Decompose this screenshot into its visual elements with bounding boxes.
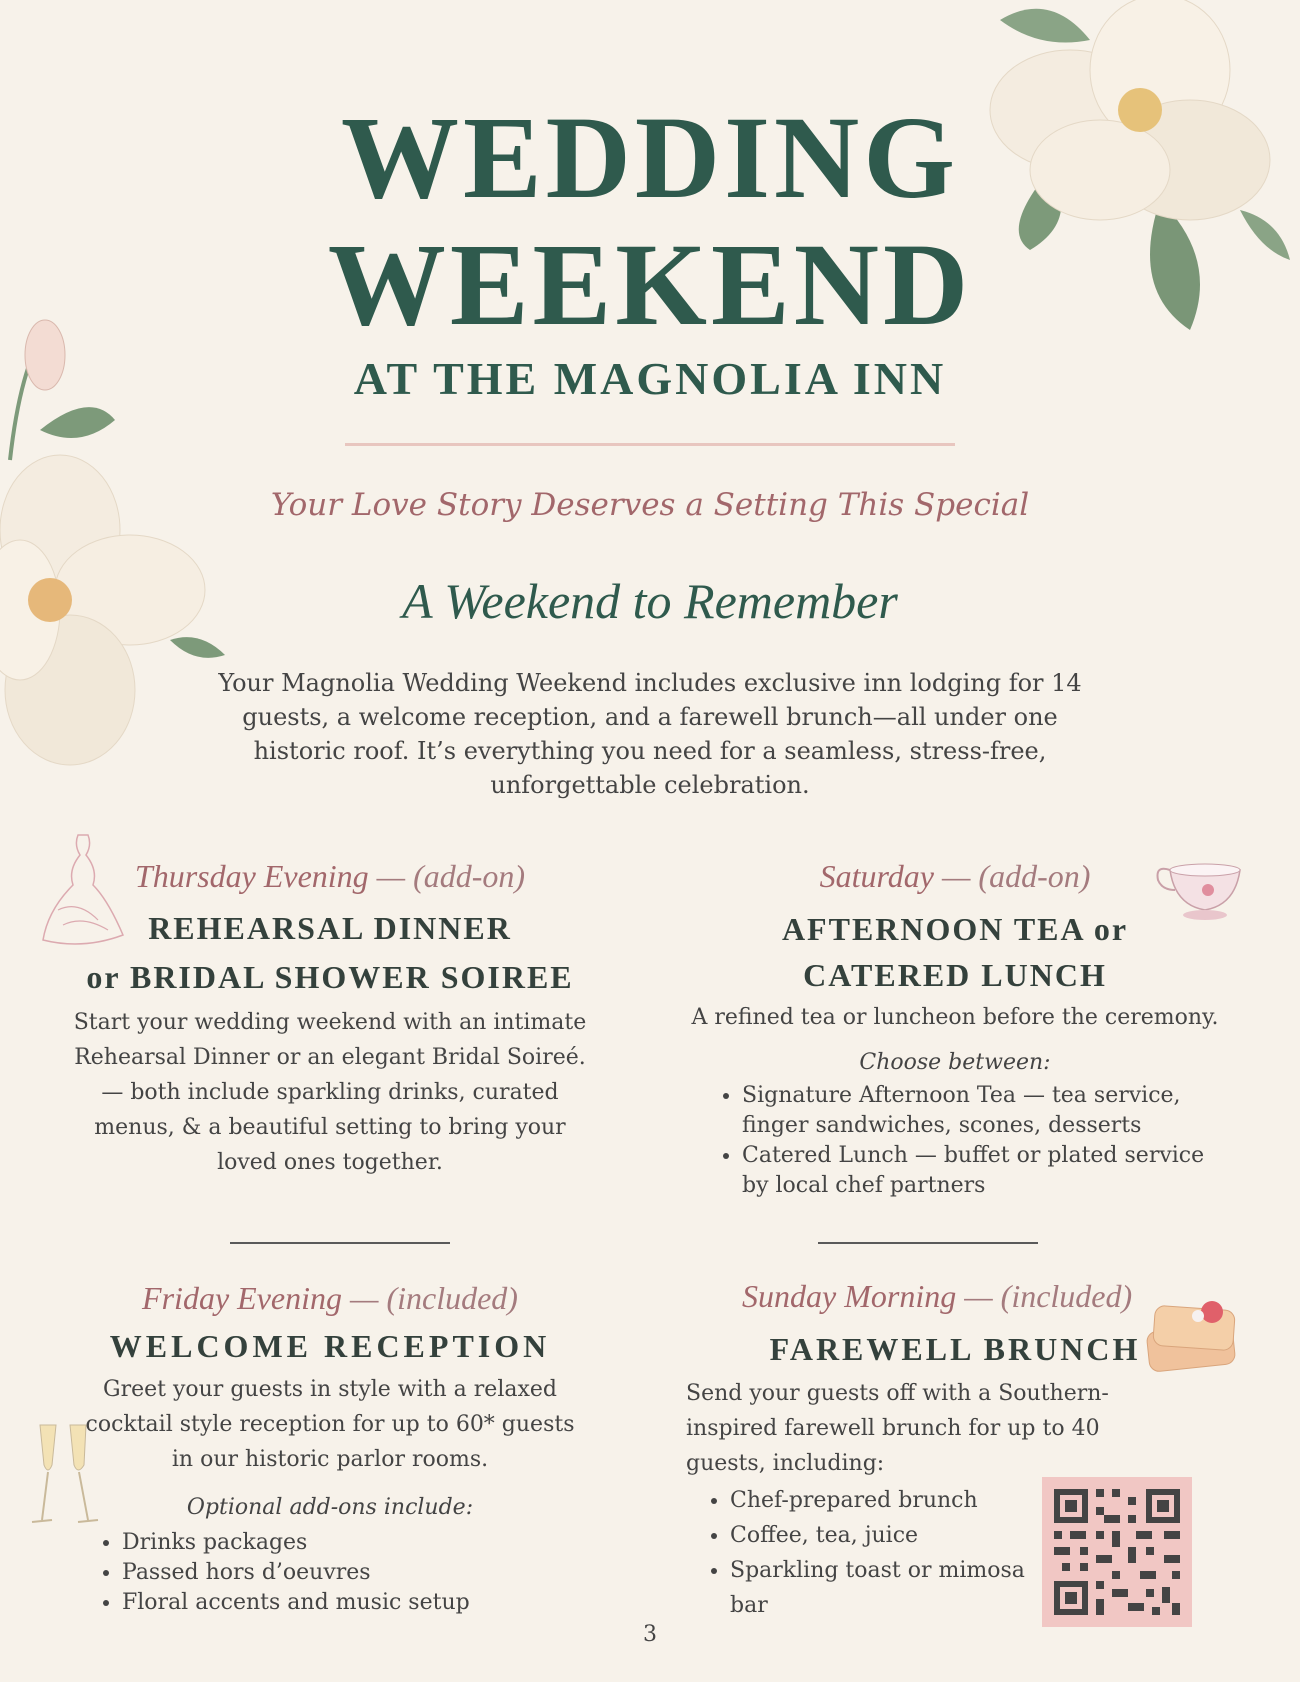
title-line-1: WEDDING bbox=[340, 92, 960, 223]
saturday-choose-label: Choose between: bbox=[859, 1050, 1051, 1075]
title-line-2: WEEKEND bbox=[327, 219, 973, 350]
list-item: • Passed hors d’oeuvres bbox=[122, 1558, 602, 1588]
friday-body: Greet your guests in style with a relaxed cocktail style reception for up to 60* guests in our historic parlor rooms. bbox=[85, 1377, 575, 1472]
list-item: • Floral accents and music setup bbox=[122, 1588, 602, 1618]
list-item: • Catered Lunch — buffet or plated service by local chef partners bbox=[742, 1141, 1222, 1201]
friday-day: Friday Evening bbox=[142, 1280, 342, 1316]
list-item: • Signature Afternoon Tea — tea service, finger sandwiches, scones, desserts bbox=[742, 1081, 1222, 1141]
sunday-title: FAREWELL BRUNCH bbox=[769, 1331, 1141, 1367]
intro-paragraph: Your Magnolia Wedding Weekend includes exclusive inn lodging for 14 guests, a welcome reception, and a farewell brunch—all under one historic roof. It’s everything you need for a seamless, stress-free, unforgettable celebration. bbox=[218, 669, 1082, 799]
thursday-title-2: or BRIDAL SHOWER SOIREE bbox=[86, 959, 574, 995]
thursday-title-1: REHEARSAL DINNER bbox=[148, 910, 512, 946]
saturday-body: A refined tea or luncheon before the ceremony. bbox=[691, 1005, 1219, 1030]
tagline: Your Love Story Deserves a Setting This Special bbox=[270, 487, 1030, 523]
saturday-day: Saturday bbox=[819, 858, 934, 894]
title-divider bbox=[345, 443, 955, 446]
section-divider bbox=[230, 1242, 450, 1244]
thursday-body: Start your wedding weekend with an intimate Rehearsal Dinner or an elegant Bridal Soireé. — both include sparkling drinks, curated menus, & a beautiful setting to bring your loved ones together. bbox=[73, 1010, 587, 1175]
qr-code-icon bbox=[1042, 1477, 1192, 1627]
subtitle: AT THE MAGNOLIA INN bbox=[353, 353, 947, 404]
saturday-title-1: AFTERNOON TEA or bbox=[781, 911, 1129, 947]
sunday-note: — (included) bbox=[956, 1278, 1133, 1314]
qr-code[interactable] bbox=[1042, 1477, 1192, 1627]
friday-addons-list bbox=[92, 1528, 602, 1618]
friday-day-label bbox=[70, 1280, 590, 1317]
thursday-note: — (add-on) bbox=[368, 858, 526, 894]
saturday-title-2: CATERED LUNCH bbox=[803, 957, 1107, 993]
page-number: 3 bbox=[643, 1622, 657, 1647]
friday-note: — (included) bbox=[341, 1280, 518, 1316]
saturday-day-label bbox=[690, 858, 1220, 895]
sunday-day: Sunday Morning bbox=[742, 1278, 957, 1314]
list-item: • Drinks packages bbox=[122, 1528, 602, 1558]
list-item: • Coffee, tea, juice bbox=[730, 1518, 1030, 1553]
saturday-options-list bbox=[712, 1081, 1222, 1201]
thursday-day: Thursday Evening bbox=[134, 858, 369, 894]
sunday-body: Send your guests off with a Southern-inspired farewell brunch for up to 40 guests, including: bbox=[686, 1381, 1109, 1476]
section-heading: A Weekend to Remember bbox=[402, 573, 898, 629]
friday-addons-label: Optional add-ons include: bbox=[186, 1495, 474, 1520]
saturday-note: — (add-on) bbox=[933, 858, 1091, 894]
thursday-day-label bbox=[70, 858, 590, 895]
friday-title: WELCOME RECEPTION bbox=[109, 1328, 551, 1364]
sunday-items-list bbox=[700, 1483, 1030, 1623]
list-item: • Sparkling toast or mimosa bar bbox=[730, 1553, 1030, 1623]
list-item: • Chef-prepared brunch bbox=[730, 1483, 1030, 1518]
section-divider bbox=[818, 1242, 1038, 1244]
